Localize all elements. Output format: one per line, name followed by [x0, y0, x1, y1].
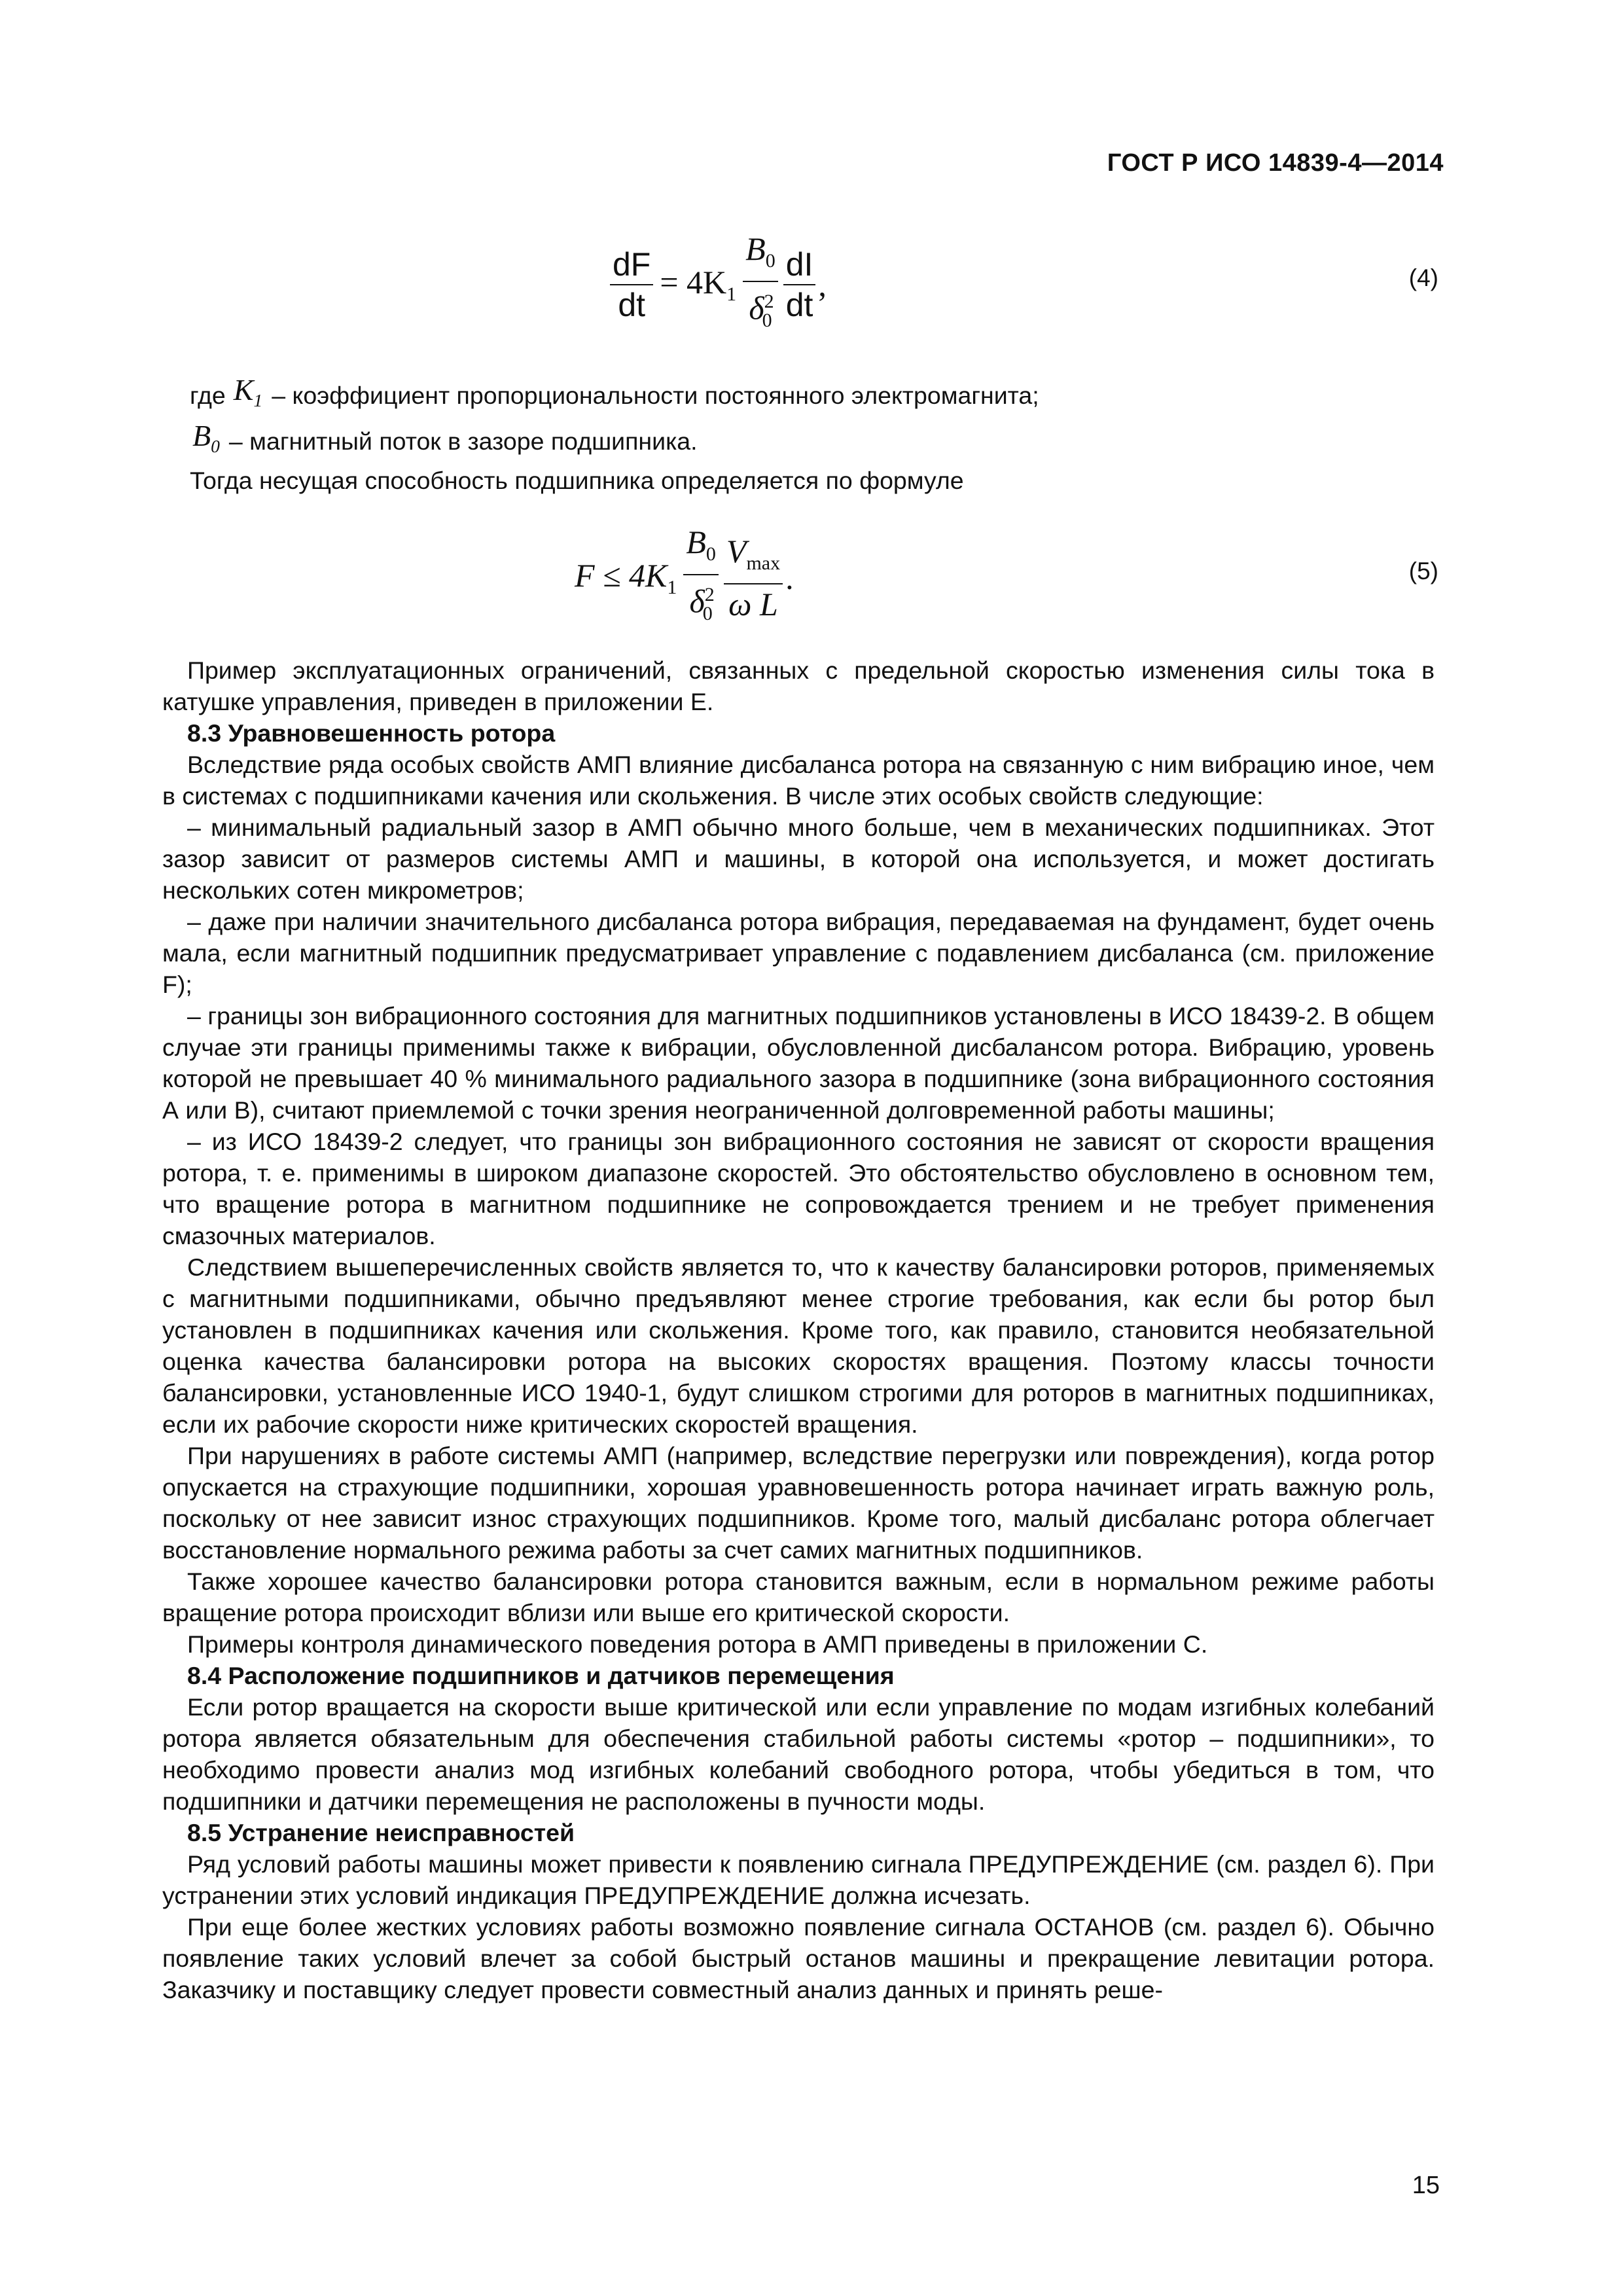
formula-5: [0, 524, 1623, 628]
paragraph: При нарушениях в работе системы АМП (например, вследствие перегрузки или повреждения), когда ротор опускается на страхующие подшипники, хорошая уравновешенность ротора начинает играть важную роль, поскольку от нее зависит износ страхующих подшипников. Кроме того, малый дисбаланс ротора облегчает восстановление нормального режима работы за счет самих магнитных подшипников.: [162, 1442, 1435, 1564]
formula-5-lhs: F ≤ 4K: [575, 557, 668, 594]
formula-5-b-num-sub: 0: [705, 543, 716, 565]
paragraph: Также хорошее качество балансировки ротора становится важным, если в нормальном режиме работы вращение ротора происходит вблизи или выше его критической скорости.: [162, 1568, 1435, 1626]
intro-formula-5-text: Тогда несущая способность подшипника определяется по формуле: [190, 467, 964, 494]
paragraph: При еще более жестких условиях работы возможно появление сигнала ОСТАНОВ (см. раздел 6). Обычно появление таких условий влечет за собой быстрый останов машины и прекращение левитации ротора. Заказчику и поставщику следует провести совместный анализ данных и принять реше-: [162, 1913, 1435, 2003]
paragraph: – из ИСО 18439-2 следует, что границы зон вибрационного состояния не зависят от скорости вращения ротора, т. е. применимы в широком диапазоне скоростей. Это обстоятельство обусловлено в основном тем, что вращение ротора в магнитном подшипнике не сопровождается трением и не требует применения смазочных материалов.: [162, 1128, 1435, 1249]
formula-4-i-num: dI: [785, 245, 813, 283]
where-b0-symbol: B: [192, 419, 211, 452]
paragraph: Если ротор вращается на скорости выше критической или если управление по модам изгибных колебаний ротора является обязательным для обеспечения стабильной работы системы «ротор – подшипники», то необходимо провести анализ мод изгибных колебаний свободного ротора, чтобы убедиться в том, что подшипники и датчики перемещения не расположены в пучности моды.: [162, 1693, 1435, 1815]
formula-5-b-frac: [683, 524, 719, 632]
section-heading: 8.3 Уравновешенность ротора: [187, 719, 556, 747]
formula-4-coef-sub: 1: [726, 283, 737, 306]
formula-5-v-den: ω L: [728, 586, 778, 623]
paragraph: Вследствие ряда особых свойств АМП влияние дисбаланса ротора на связанную с ним вибрацию иное, чем в системах с подшипниками качения или скольжения. В числе этих особых свойств следующие:: [162, 751, 1435, 810]
formula-4: [0, 230, 1623, 335]
paragraph: Следствием вышеперечисленных свойств является то, что к качеству балансировки роторов, применяемых с магнитными подшипниками, обычно предъявляют менее строгие требования, как если бы ротор был установлен в подшипниках качения или скольжения. Кроме того, как правило, становится необязательной оценка качества балансировки ротора на высоких скоростях вращения. Поэтому классы точности балансировки, установленные ИСО 1940-1, будут слишком строгими для роторов в магнитных подшипниках, если их рабочие скорости ниже критических скоростей вращения.: [162, 1253, 1435, 1438]
where-b0-text: – магнитный поток в зазоре подшипника.: [228, 427, 698, 456]
where-prefix: где: [190, 382, 226, 410]
formula-4-i-frac: [783, 246, 816, 323]
paragraph: Пример эксплуатационных ограничений, связанных с предельной скоростью изменения силы тока в катушке управления, приведен в приложении Е.: [162, 656, 1435, 715]
body-text: [162, 655, 1435, 2005]
formula-5-b-den: δ: [689, 583, 705, 620]
formula-4-lhs-den: dt: [618, 286, 646, 323]
formula-4-number: (4): [1408, 264, 1438, 291]
formula-4-b-den-sub: 0: [762, 309, 772, 331]
where-b0-sub: 0: [211, 436, 220, 457]
formula-4-b-frac: [743, 230, 778, 339]
intro-formula-5: [190, 461, 964, 500]
formula-5-b-den-sub: 0: [702, 602, 713, 624]
formula-5-v-num: V: [726, 533, 747, 570]
paragraph: – даже при наличии значительного дисбаланса ротора вибрация, передаваемая на фундамент, будет очень мала, если магнитный подшипник предусматривает управление с подавлением дисбаланса (см. приложение F);: [162, 908, 1435, 998]
formula-4-lhs: [610, 246, 653, 323]
where-b0: [190, 416, 698, 466]
where-k1: [190, 370, 1039, 420]
formula-5-lhs-sub: 1: [667, 577, 677, 599]
section-heading: 8.4 Расположение подшипников и датчиков перемещения: [187, 1662, 895, 1689]
where-k1-sub: 1: [253, 390, 263, 411]
formula-5-v-frac: [724, 533, 783, 622]
formula-4-b-den: δ: [749, 289, 764, 327]
formula-4-b-num-sub: 0: [765, 250, 776, 272]
section-heading: 8.5 Устранение неисправностей: [187, 1819, 575, 1846]
paragraph: Ряд условий работы машины может привести к появлению сигнала ПРЕДУПРЕЖДЕНИЕ (см. раздел 6). При устранении этих условий индикация ПРЕДУПРЕЖДЕНИЕ должна исчезать.: [162, 1850, 1435, 1909]
formula-5-tail: .: [785, 559, 794, 596]
formula-5-b-den-sup: 2: [704, 584, 715, 605]
formula-4-b-den-sup: 2: [764, 291, 774, 312]
paragraph: – границы зон вибрационного состояния для магнитных подшипников установлены в ИСО 18439-2. В общем случае эти границы применимы также к вибрации, обусловленной дисбалансом ротора. Вибрацию, уровень которой не превышает 40 % минимального радиального зазора в подшипнике (зона вибрационного состояния А или В), считают приемлемой с точки зрения неограниченной долговременной работы машины;: [162, 1002, 1435, 1124]
page-number: 15: [1412, 2172, 1440, 2199]
formula-4-tail: ,: [818, 266, 827, 303]
where-k1-symbol: K: [233, 373, 254, 406]
where-k1-text: – коэффициент пропорциональности постоянного электромагнита;: [272, 382, 1039, 410]
formula-4-b-num: B: [745, 230, 766, 267]
formula-4-i-den: dt: [785, 286, 813, 323]
document-header: ГОСТ Р ИСО 14839-4—2014: [1107, 149, 1444, 177]
formula-5-b-num: B: [686, 524, 706, 560]
paragraph: Примеры контроля динамического поведения ротора в АМП приведены в приложении С.: [187, 1630, 1208, 1658]
paragraph: – минимальный радиальный зазор в АМП обычно много больше, чем в механических подшипниках. Этот зазор зависит от размеров системы АМП и машины, в которой она используется, и может достигать нескольких сотен микрометров;: [162, 814, 1435, 904]
formula-5-v-num-sub: max: [746, 552, 781, 575]
formula-5-number: (5): [1408, 558, 1438, 584]
formula-4-coef: = 4K: [660, 264, 727, 301]
formula-4-lhs-num: dF: [613, 245, 651, 283]
